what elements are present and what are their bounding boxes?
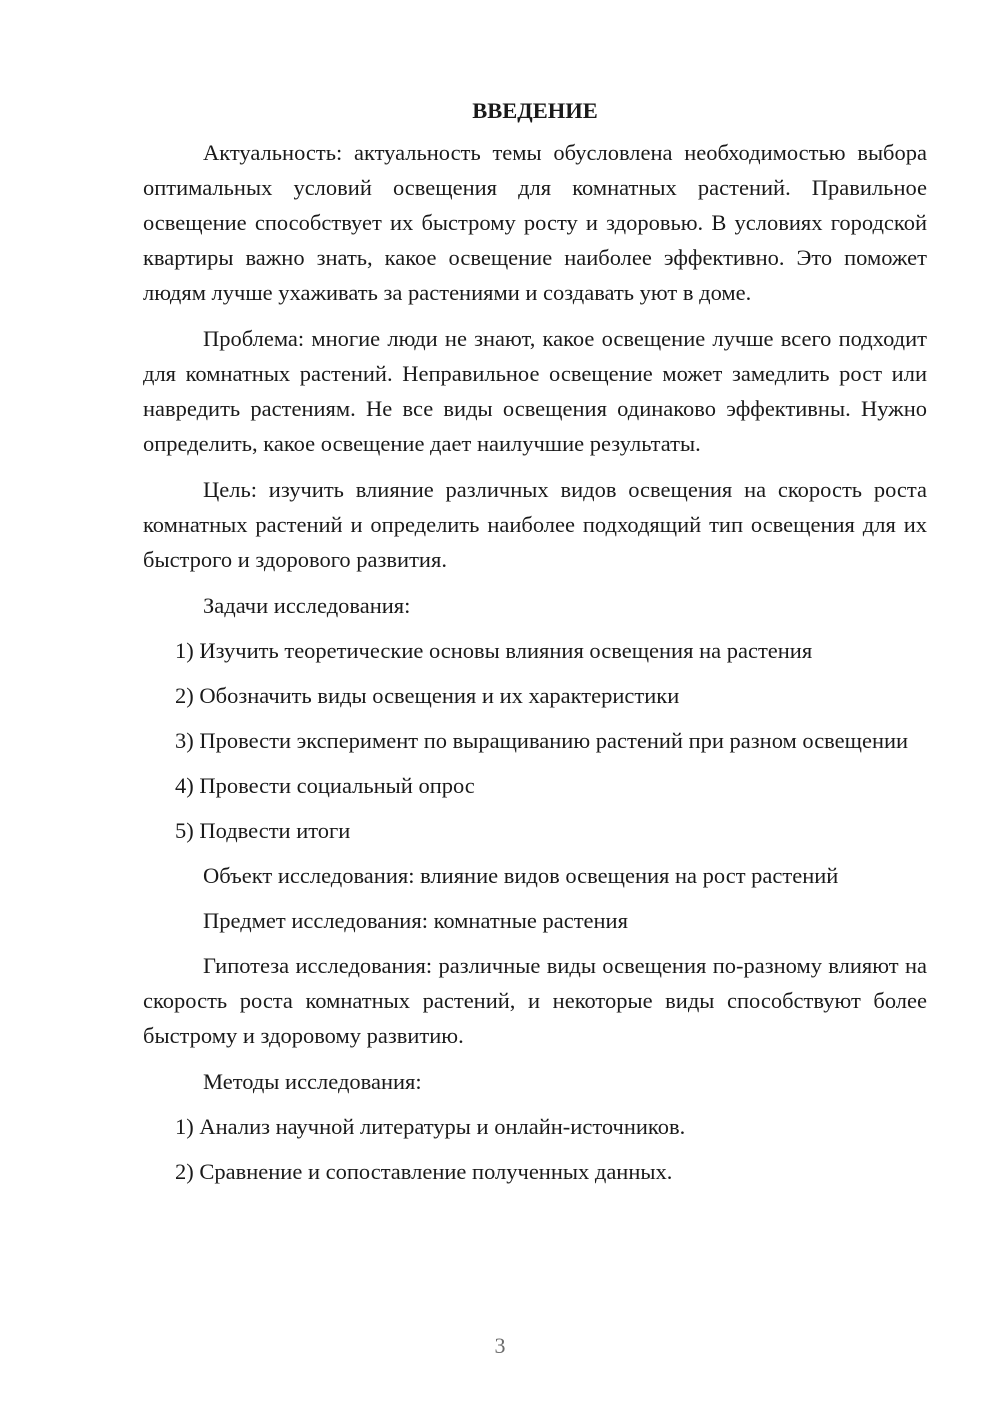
relevance-paragraph: Актуальность: актуальность темы обусловлена необходимостью выбора оптимальных условий освещения для комнатных растений. Правильное освещение способствует их быстрому росту и здоровью. В условиях городской квартиры важно знать, какое освещение наиболее эффективно. Это поможет людям лучше ухаживать за растениями и создавать уют в доме. (143, 140, 927, 305)
task-item: 4) Провести социальный опрос (175, 773, 475, 798)
method-item: 1) Анализ научной литературы и онлайн-источников. (175, 1114, 686, 1139)
problem-paragraph: Проблема: многие люди не знают, какое освещение лучше всего подходит для комнатных растений. Неправильное освещение может замедлить рост или навредить растениям. Не все виды освещения одинаково эффективны. Нужно определить, какое освещение дает наилучшие результаты. (143, 326, 927, 456)
page-number: 3 (494, 1333, 506, 1358)
task-item: 1) Изучить теоретические основы влияния освещения на растения (175, 638, 813, 663)
hypothesis-paragraph: Гипотеза исследования: различные виды освещения по-разному влияют на скорость роста комнатных растений, и некоторые виды способствуют более быстрому и здоровому развитию. (143, 953, 927, 1048)
task-item: 3) Провести эксперимент по выращиванию растений при разном освещении (175, 728, 909, 753)
task-item: 2) Обозначить виды освещения и их характеристики (175, 683, 680, 708)
research-subject: Предмет исследования: комнатные растения (203, 908, 628, 933)
document-page (143, 96, 927, 1199)
goal-paragraph: Цель: изучить влияние различных видов освещения на скорость роста комнатных растений и определить наиболее подходящий тип освещения для их быстрого и здорового развития. (143, 477, 927, 572)
task-item: 5) Подвести итоги (175, 818, 351, 843)
methods-heading: Методы исследования: (203, 1069, 422, 1094)
research-object: Объект исследования: влияние видов освещения на рост растений (203, 863, 839, 888)
section-title: ВВЕДЕНИЕ (472, 98, 598, 123)
method-item: 2) Сравнение и сопоставление полученных данных. (175, 1159, 673, 1184)
tasks-heading: Задачи исследования: (203, 593, 411, 618)
